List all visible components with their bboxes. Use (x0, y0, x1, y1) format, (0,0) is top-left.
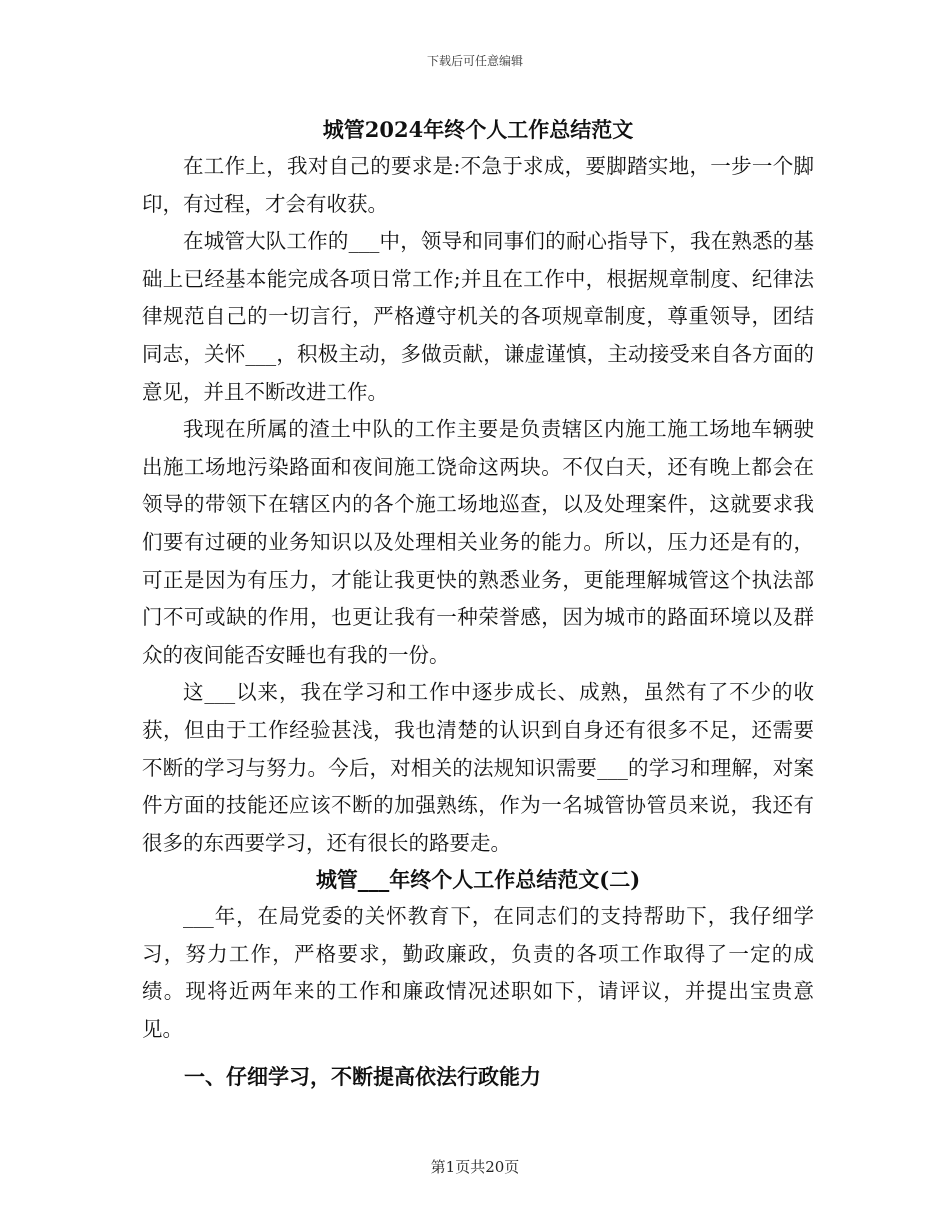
paragraph-3: 我现在所属的渣土中队的工作主要是负责辖区内施工施工场地车辆驶出施工场地污染路面和夜间施工饶命这两块。不仅白天，还有晚上都会在领导的带领下在辖区内的各个施工场地巡查，以及处理案件，这就要求我们要有过硬的业务知识以及处理相关业务的能力。所以，压力还是有的，可正是因为有压力，才能让我更快的熟悉业务，更能理解城管这个执法部门不可或缺的作用，也更让我有一种荣誉感，因为城市的路面环境以及群众的夜间能否安睡也有我的一份。 (142, 417, 814, 667)
paragraph-4: 这___以来，我在学习和工作中逐步成长、成熟，虽然有了不少的收获，但由于工作经验甚浅，我也清楚的认识到自身还有很多不足，还需要不断的学习与努力。今后，对相关的法规知识需要___的学习和理解，对案件方面的技能还应该不断的加强熟练，作为一名城管协管员来说，我还有很多的东西要学习，还有很长的路要走。 (142, 680, 814, 855)
paragraph-1: 在工作上，我对自己的要求是:不急于求成，要脚踏实地，一步一个脚印，有过程，才会有收获。 (142, 154, 814, 216)
page-header-note: 下载后可任意编辑 (426, 54, 523, 68)
section-title-2: 城管___年终个人工作总结范文(二) (315, 867, 641, 893)
section-heading-1: 一、仔细学习，不断提高依法行政能力 (184, 1063, 541, 1089)
paragraph-2: 在城管大队工作的___中，领导和同事们的耐心指导下，我在熟悉的基础上已经基本能完成各项日常工作;并且在工作中，根据规章制度、纪律法律规范自己的一切言行，严格遵守机关的各项规章制度，尊重领导，团结同志，关怀___，积极主动，多做贡献，谦虚谨慎，主动接受来自各方面的意见，并且不断改进工作。 (142, 229, 814, 404)
paragraph-5: ___年，在局党委的关怀教育下，在同志们的支持帮助下，我仔细学习，努力工作，严格要求，勤政廉政，负责的各项工作取得了一定的成绩。现将近两年来的工作和廉政情况述职如下，请评议，并提出宝贵意见。 (142, 904, 814, 1042)
document-title: 城管2024年终个人工作总结范文 (322, 117, 634, 142)
page-number: 第1页共20页 (430, 1158, 520, 1176)
document-body (142, 112, 814, 1095)
